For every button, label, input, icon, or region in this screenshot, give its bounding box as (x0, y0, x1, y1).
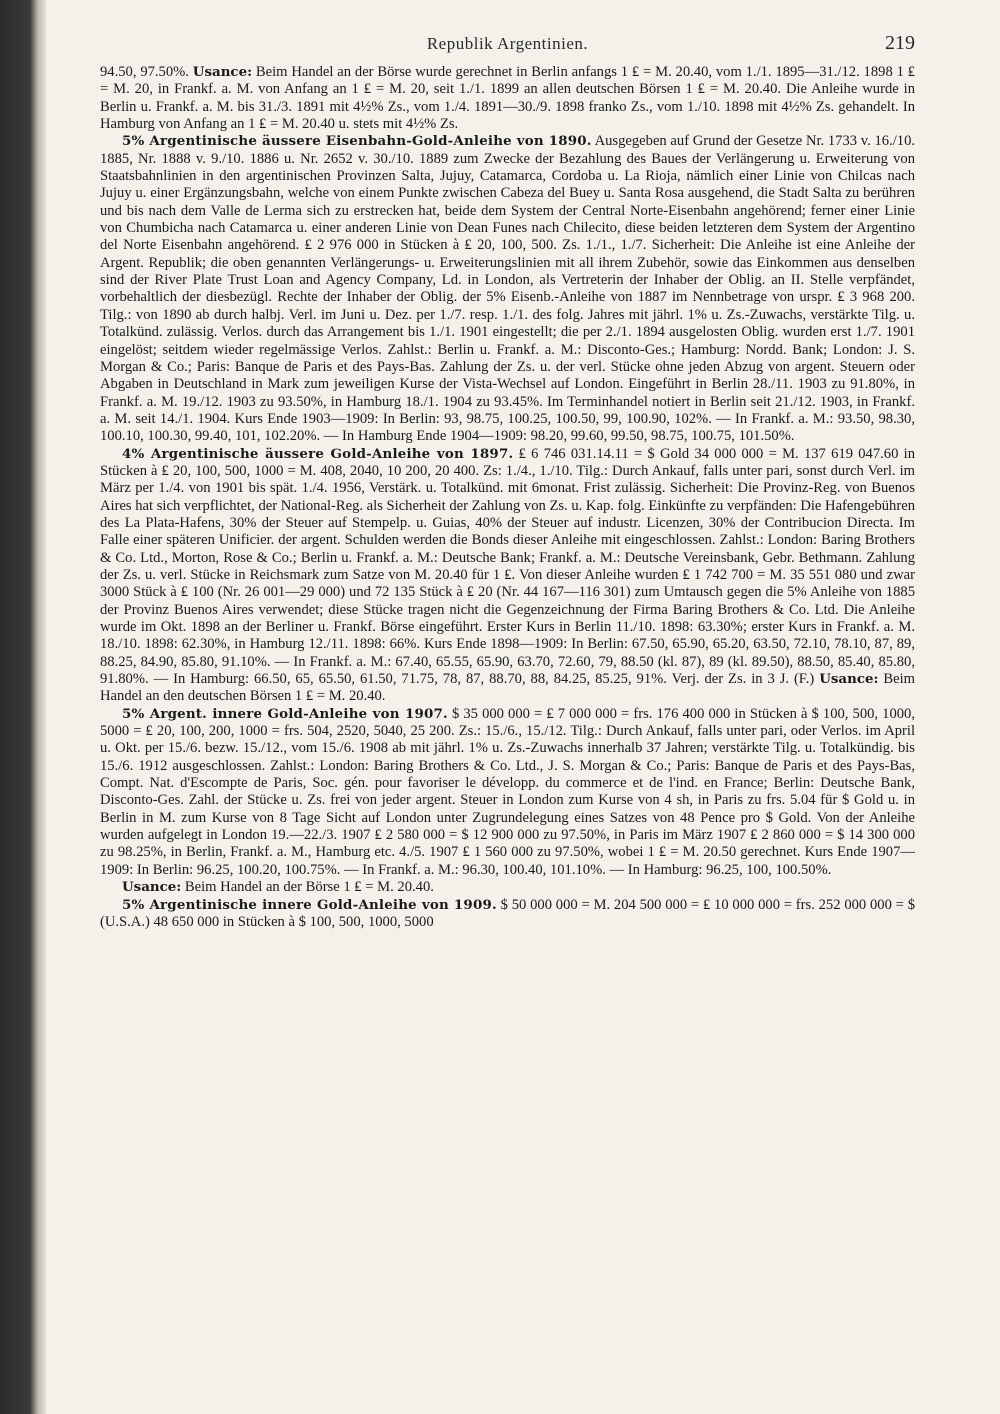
entry-aeussere-gold-anleihe-1897 (100, 446, 915, 706)
usance-label: Usance: (192, 64, 253, 80)
running-title: Republik Argentinien. (426, 34, 589, 53)
entry-heading: 5% Argentinische innere Gold-Anleihe von 1909. (122, 896, 497, 913)
page-number: 219 (885, 32, 915, 54)
entry-text: $ 50 000 000 = M. 204 500 000 = ₤ 10 000 000 = frs. 252 000 000 = $ (U.S.A.) 48 650 000 in Stücken à $ 100, 500, 1000, 5000 (100, 896, 915, 930)
entry-heading: 5% Argentinische äussere Eisenbahn-Gold-Anleihe von 1890. (122, 133, 592, 150)
entry-eisenbahn-gold-anleihe-1890 (100, 133, 915, 445)
paragraph-lead: 94.50, 97.50%. (100, 64, 193, 80)
entry-text-usance: Beim Handel an den deutschen Börsen 1 ₤ = M. 20.40. (100, 671, 915, 705)
entry-innere-gold-anleihe-1907 (100, 706, 915, 879)
paragraph-text: Beim Handel an der Börse wurde gerechnet in Berlin anfangs 1 ₤ = M. 20.40, vom 1./1. 1895—31./12. 1898 1 ₤ = M. 20, in Frankf. a. M. von Anfang an 1 ₤ = M. 20, seit 1./1. 1899 an allen deutschen Börsen 1 ₤ = M. 20.40. Die Anleihe wurde in Berlin u. Frankf. a. M. bis 31./3. 1891 mit 4½% Zs., vom 1./4. 1891—30./9. 1898 franko Zs., vom 1./10. 1898 mit 4½% Zs. gehandelt. In Hamburg von Anfang an 1 ₤ = M. 20.40 u. stets mit 4½% Zs. (100, 64, 915, 133)
paragraph-usance-1890-continued (100, 64, 915, 133)
entry-text: ₤ 6 746 031.14.11 = $ Gold 34 000 000 = M. 137 619 047.60 in Stücken à ₤ 20, 100, 500, 1000 = M. 408, 2040, 10 200, 20 400. Zs: 1./4., 1./10. Tilg.: Durch Ankauf, falls unter pari, sonst durch Verl. im März per 1./4. von 1901 bis spät. 1./4. 1956, Verstärk. u. Totalkünd. mit 6monat. Frist zulässig. Sicherheit: Die Provinz-Reg. von Buenos Aires hat sich verpflichtet, der National-Reg. als Sicherheit der Zahlung von Zs. u. Kap. folg. Einkünfte zu verpfänden: Die Hafengebühren des La Plata-Hafens, 30% der Steuer auf Stempelp. u. Guias, 40% der Steuer auf industr. Licenzen, 30% der Contribucion Directa. Im Falle einer späteren Unificier. der argent. Schulden werden die Bonds dieser Anleihe mit eingeschlossen. Zahlst.: London: Baring Brothers & Co. Ltd., Morton, Rose & Co.; Berlin u. Frankf. a. M.: Deutsche Bank; Frankf. a. M.: Deutsche Vereinsbank, Gebr. Bethmann. Zahlung der Zs. u. verl. Stücke in Reichsmark zum Satze von M. 20.40 für 1 ₤. Von dieser Anleihe wurden ₤ 1 742 700 = M. 35 551 080 und zwar 3000 Stück à ₤ 100 (Nr. 26 001—29 000) und 72 135 Stück à ₤ 20 (Nr. 44 167—116 301) zum Umtausch gegen die 5% Anleihe von 1885 der Provinz Buenos Aires verwendet; diese Stücke tragen nicht die Gegenzeichnung der Firma Baring Brothers & Co. Ltd. Die Anleihe wurde im Okt. 1898 an der Berliner u. Frankf. Börse eingeführt. Erster Kurs in Berlin 11./10. 1898: 63.30%; erster Kurs in Frankf. a. M. 18./10. 1898: 62.30%, in Hamburg 12./11. 1898: 66%. Kurs Ende 1898—1909: In Berlin: 67.50, 65.90, 65.20, 63.50, 72.10, 78.10, 87, 89, 88.25, 84.90, 85.80, 91.10%. — In Frankf. a. M.: 67.40, 65.55, 65.90, 63.70, 72.60, 79, 88.50 (kl. 87), 89 (kl. 89.50), 88.50, 85.40, 85.80, 91.80%. — In Hamburg: 66.50, 65, 65.50, 61.50, 71.75, 78, 87, 88.70, 88, 84.25, 85.25, 91%. Verj. der Zs. in 3 J. (F.) (100, 445, 916, 688)
entry-heading: 5% Argent. innere Gold-Anleihe von 1907. (122, 705, 448, 722)
body-text (100, 64, 915, 931)
entry-innere-gold-anleihe-1909 (100, 897, 915, 932)
usance-line-1907 (100, 879, 915, 896)
usance-label: Usance: (122, 879, 182, 896)
running-head (100, 28, 915, 64)
book-binding-edge (0, 0, 46, 1414)
entry-text: $ 35 000 000 = ₤ 7 000 000 = frs. 176 400 000 in Stücken à $ 100, 500, 1000, 5000 = ₤ 20, 100, 200, 1000 = frs. 504, 2520, 5040, 25 200. Zs.: 15./6., 15./12. Tilg.: Durch Ankauf, falls unter pari, oder Verlos. im April u. Okt. per 15./6. bezw. 15./12., vom 15./6. 1908 ab mit jährl. 1% u. Zs.-Zuwachs innerhalb 37 Jahren; verstärkte Tilg. u. Totalkündig. bis 15./6. 1912 ausgeschlossen. Zahlst.: London: Baring Brothers & Co. Ltd., J. S. Morgan & Co.; Paris: Banque de Paris et des Pays-Bas, Compt. Nat. d'Escompte de Paris, Soc. gén. pour favoriser le développ. du commerce et de l'ind. en France; Berlin: Deutsche Bank, Disconto-Ges. Zahl. der Stücke u. Zs. frei von jeder argent. Steuer in London zum Kurse von 4 sh, in Paris zu frs. 5.04 für $ Gold u. in Berlin in M. zum Kurse von 8 Tage Sicht auf London unter Zugrundelegung eines Satzes von 48 Pence pro $ Gold. Von der Anleihe wurden aufgelegt in London 19.—22./3. 1907 ₤ 2 580 000 = $ 12 900 000 zu 97.50%, in Paris im März 1907 ₤ 2 860 000 = $ 14 300 000 zu 98.25%, in Berlin, Frankf. a. M., Hamburg etc. 4./5. 1907 ₤ 1 560 000 zu 97.50%, wobei 1 ₤ = M. 20.50 gerechnet. Kurs Ende 1907—1909: In Berlin: 96.25, 100.20, 100.75%. — In Frankf. a. M.: 96.30, 100.40, 101.10%. — In Hamburg: 96.25, 100, 100.50%. (100, 705, 915, 878)
entry-text: Ausgegeben auf Grund der Gesetze Nr. 1733 v. 16./10. 1885, Nr. 1888 v. 9./10. 1886 u. Nr. 2652 v. 30./10. 1889 zum Zwecke der Bezahlung des Baues der Verlängerung u. Erweiterung von Staatsbahnlinien in den argentinischen Provinzen Salta, Jujuy, Catamarca, Cordoba u. La Rioja, nämlich einer Linie von Chilcas nach Jujuy u. einer Ergänzungsbahn, welche von einem Punkte zwischen Cabeza del Buey u. Santa Rosa ausgehend, die Stadt Salta zu berühren und bis nach dem Valle de Lerma sich zu erstrecken hat, beide dem System der Central Norte-Eisenbahn angehörend; ferner einer Linie von Chumbicha nach Catamarca u. einer anderen Linie von Dean Funes nach Chilecito, diese beiden letzteren dem System der Argentino del Norte Eisenbahn angehörend. ₤ 2 976 000 in Stücken à ₤ 20, 100, 500. Zs. 1./1., 1./7. Sicherheit: Die Anleihe ist eine Anleihe der Argent. Republik; die oben genannten Verlängerungs- u. Erweiterungslinien mit all ihrem Zubehör, sowie das Einkommen aus denselben sind der River Plate Trust Loan and Agency Company, Ld. in London, als Vertreterin der Inhaber der Oblig. an II. Stelle verpfändet, vorbehaltlich der diesbezügl. Rechte der Inhaber der Oblig. der 5% Eisenb.-Anleihe von 1887 im Nennbetrage von urspr. ₤ 3 968 200. Tilg.: von 1890 ab durch halbj. Verl. im Juni u. Dez. per 1./7. resp. 1./1. des folg. Jahres mit jährl. 1% u. Zs.-Zuwachs, verstärkte Tilg. u. Totalkünd. zulässig. Verlos. durch das Arrangement bis 1./1. 1901 eingestellt; die per 2./1. 1894 ausgelosten Oblig. wurden erst 1./7. 1901 eingelöst; seitdem wieder regelmässige Verlos. Zahlst.: Berlin u. Frankf. a. M.: Disconto-Ges.; Hamburg: Nordd. Bank; London: J. S. Morgan & Co.; Paris: Banque de Paris et des Pays-Bas. Zahlung der Zs. u. der verl. Stücke ohne jeden Abzug von argent. Steuern oder Abgaben in Deutschland in Mark zum jeweiligen Kurse der Vista-Wechsel auf London. Eingeführt in Berlin 28./11. 1903 zu 91.80%, in Frankf. a. M. 19./12. 1903 zu 93.50%, in Hamburg 18./1. 1904 zu 93.45%. Im Terminhandel notiert in Berlin seit 21./12. 1903, in Frankf. a. M. seit 14./1. 1904. Kurs Ende 1903—1909: In Berlin: 93, 98.75, 100.25, 100.50, 99, 100.90, 102%. — In Frankf. a. M.: 93.50, 98.30, 100.10, 100.30, 99.40, 101, 102.20%. — In Hamburg Ende 1904—1909: 98.20, 99.60, 99.50, 98.75, 100.75, 101.50%. (100, 133, 916, 445)
entry-heading: 4% Argentinische äussere Gold-Anleihe von 1897. (122, 445, 514, 462)
usance-label: Usance: (819, 671, 879, 688)
usance-text: Beim Handel an der Börse 1 ₤ = M. 20.40. (181, 879, 434, 896)
book-page (100, 28, 915, 931)
